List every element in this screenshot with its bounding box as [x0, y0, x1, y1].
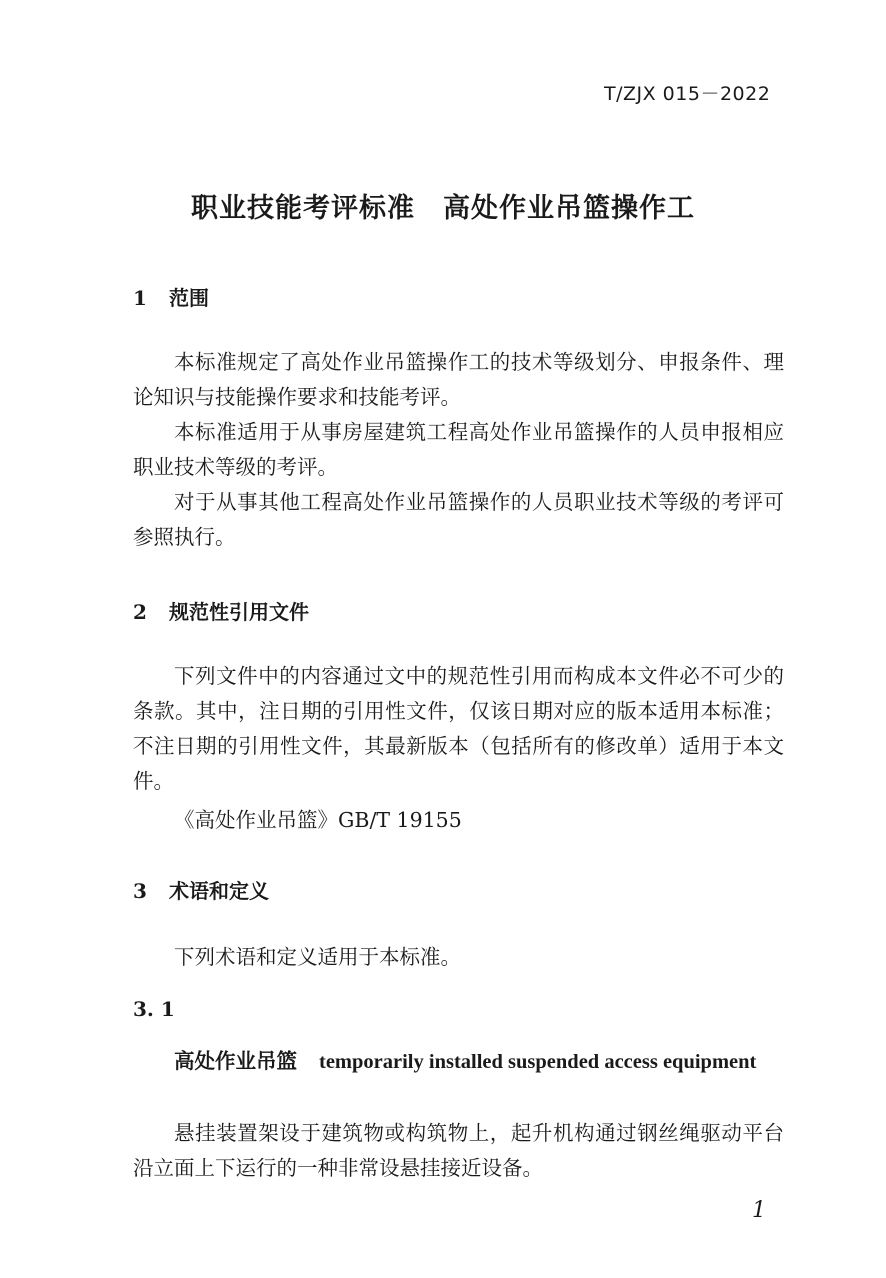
section-2-heading — [133, 596, 309, 625]
term-english: temporarily installed suspended access equipment — [319, 1051, 757, 1073]
section-title: 规范性引用文件 — [169, 600, 309, 624]
term-definition: 悬挂装置架设于建筑物或构筑物上，起升机构通过钢丝绳驱动平台沿立面上下运行的一种非常设悬挂接近设备。 — [133, 1121, 784, 1180]
section-number: 1 — [133, 286, 147, 310]
section-1-heading — [133, 282, 209, 311]
term-entry — [133, 1044, 784, 1080]
section-3-paragraph: 下列术语和定义适用于本标准。 — [174, 945, 461, 969]
normative-reference: 《高处作业吊篮》GB/T 19155 — [174, 808, 462, 832]
section-3-heading — [133, 875, 269, 904]
section-number: 3 — [133, 879, 147, 903]
section-1-paragraph-2: 本标准适用于从事房屋建筑工程高处作业吊篮操作的人员申报相应职业技术等级的考评。 — [133, 420, 784, 479]
page-number: 1 — [752, 1198, 766, 1223]
section-2-paragraph: 下列文件中的内容通过文中的规范性引用而构成本文件必不可少的条款。其中，注日期的引用性文件，仅该日期对应的版本适用本标准；不注日期的引用性文件，其最新版本（包括所有的修改单）适用于本文件。 — [133, 664, 784, 793]
section-title: 范围 — [169, 286, 209, 310]
standard-code: T/ZJX 015－2022 — [604, 83, 771, 105]
section-title: 术语和定义 — [169, 879, 269, 903]
subsection-3-1-number: 3. 1 — [133, 997, 175, 1021]
term-chinese: 高处作业吊篮 — [174, 1049, 297, 1073]
section-number: 2 — [133, 600, 147, 624]
document-title: 职业技能考评标准 高处作业吊篮操作工 — [191, 193, 695, 224]
section-1-paragraph-3: 对于从事其他工程高处作业吊篮操作的人员职业技术等级的考评可参照执行。 — [133, 490, 784, 549]
section-1-paragraph-1: 本标准规定了高处作业吊篮操作工的技术等级划分、申报条件、理论知识与技能操作要求和技能考评。 — [133, 350, 784, 409]
